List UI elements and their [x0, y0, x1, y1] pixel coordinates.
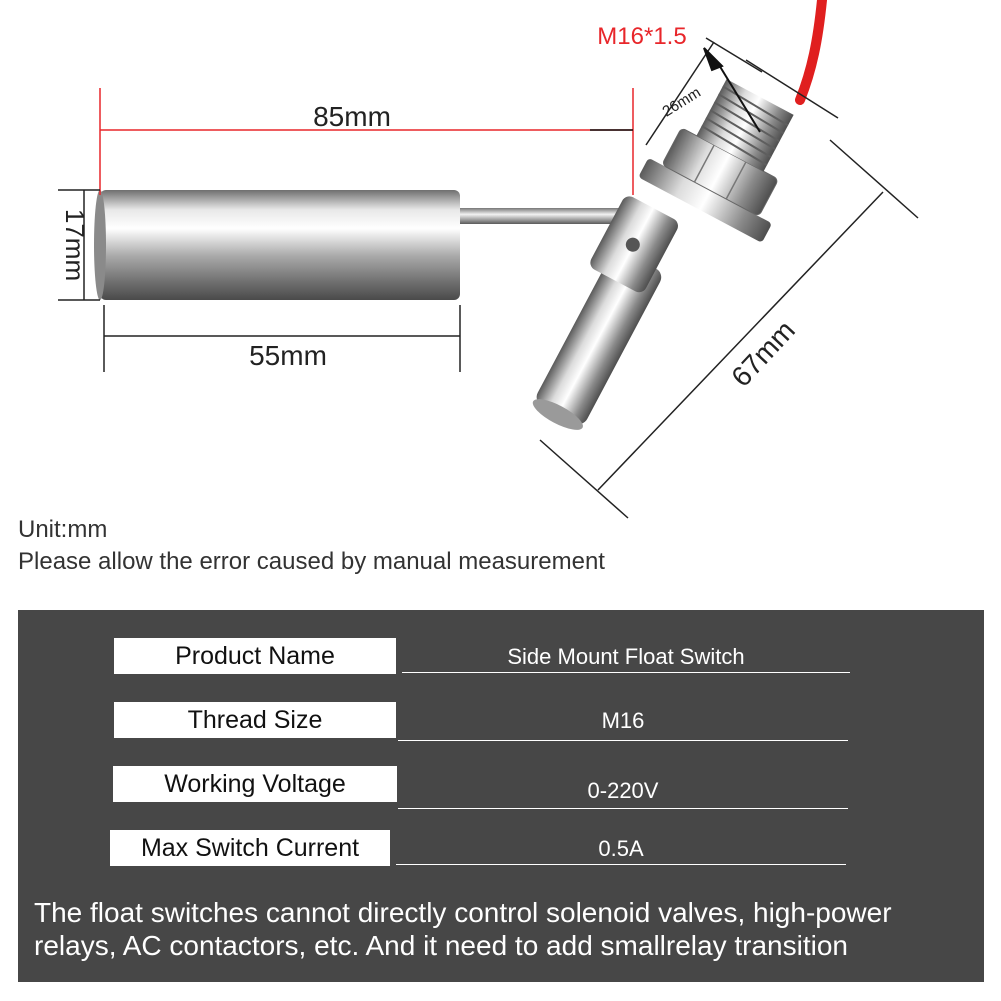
label-85mm: 85mm — [313, 101, 391, 132]
spec-label-max-switch-current: Max Switch Current — [110, 830, 390, 866]
measurement-error-note: Please allow the error caused by manual measurement — [18, 548, 605, 575]
spec-label-thread-size: Thread Size — [114, 702, 396, 738]
label-thread-callout: M16*1.5 — [597, 23, 687, 50]
warning-text: The float switches cannot directly control solenoid valves, high-power relays, AC contactors, etc. And it need to add smallrelay transition — [34, 897, 892, 961]
spec-label-product-name: Product Name — [114, 638, 396, 674]
unit-note: Unit:mm — [18, 516, 108, 543]
spec-value-max-switch-current: 0.5A — [396, 836, 846, 865]
spec-value-working-voltage: 0-220V — [398, 778, 848, 809]
spec-value-product-name: Side Mount Float Switch — [402, 644, 850, 673]
cylindrical-float — [94, 190, 460, 300]
spec-panel — [18, 610, 984, 982]
spec-label-working-voltage: Working Voltage — [113, 766, 397, 802]
label-67mm: 67mm — [725, 314, 801, 393]
spec-value-thread-size: M16 — [398, 708, 848, 741]
float-rod — [460, 208, 620, 224]
label-55mm: 55mm — [249, 340, 327, 371]
label-26mm: 26mm — [659, 83, 704, 121]
red-wire — [800, 0, 822, 100]
label-17mm: 17mm — [60, 208, 90, 282]
